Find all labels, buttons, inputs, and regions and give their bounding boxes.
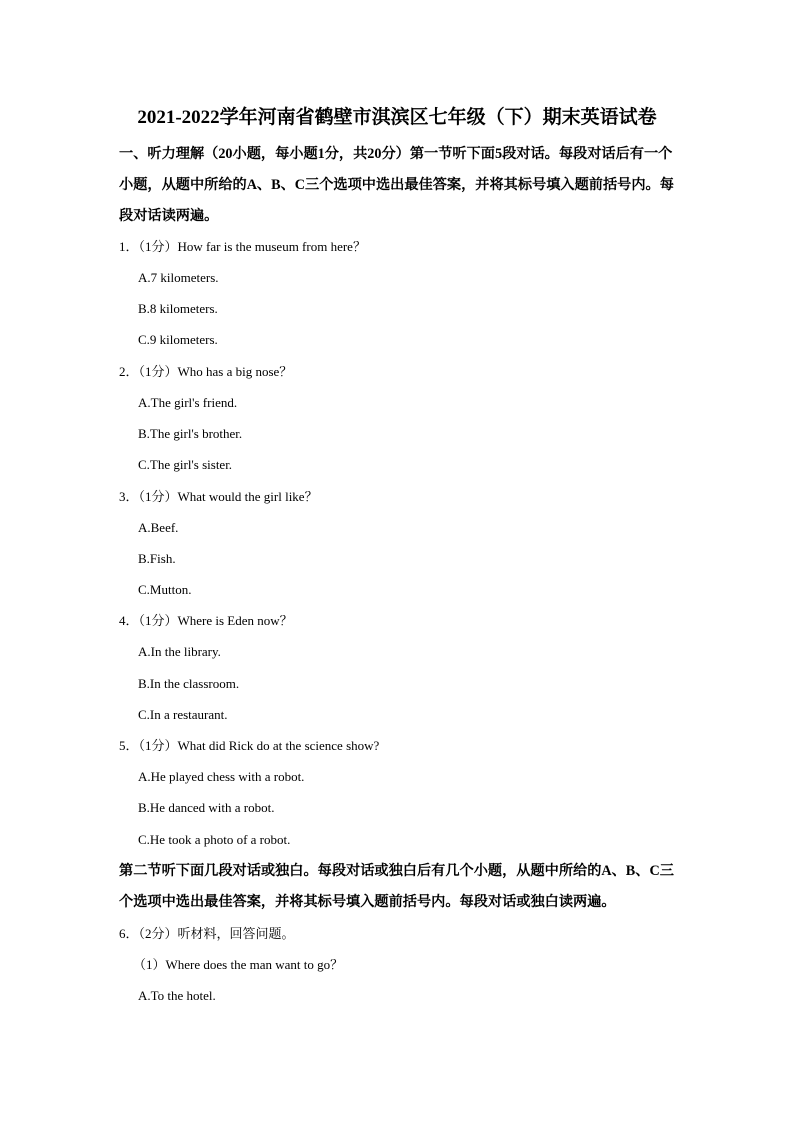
- question-1-option-c: C.9 kilometers.: [138, 332, 218, 347]
- question-3-stem: 3．（1分）What would the girl like？: [119, 489, 318, 504]
- question-2-option-b: B.The girl's brother.: [138, 426, 243, 441]
- question-4-stem: 4．（1分）Where is Eden now？: [119, 613, 293, 628]
- question-4-option-a: A.In the library.: [138, 644, 221, 659]
- question-1-option-b: B.8 kilometers.: [138, 301, 218, 316]
- question-2-option-a: A.The girl's friend.: [138, 395, 238, 410]
- question-1-option-a: A.7 kilometers.: [138, 270, 219, 285]
- section-one-instructions: 一、听力理解（20小题，每小题1分，共20分）第一节听下面5段对话。每段对话后有一个小题，从题中所给的A、B、C三个选项中选出最佳答案，并将其标号填入题前括号内。每段对话读两遍。: [119, 146, 674, 224]
- question-4-option-c: C.In a restaurant.: [138, 707, 228, 722]
- question-2-option-c: C.The girl's sister.: [138, 457, 233, 472]
- question-5-option-a: A.He played chess with a robot.: [138, 769, 305, 784]
- question-5-stem: 5．（1分）What did Rick do at the science show?: [119, 738, 380, 753]
- question-3-option-a: A.Beef.: [138, 520, 179, 535]
- question-2-stem: 2．（1分）Who has a big nose？: [119, 364, 293, 379]
- question-6-sub-1: （1）Where does the man want to go？: [133, 957, 344, 972]
- exam-title: 2021-2022学年河南省鹤壁市淇滨区七年级（下）期末英语试卷: [137, 107, 657, 128]
- question-5-option-c: C.He took a photo of a robot.: [138, 832, 291, 847]
- question-3-option-b: B.Fish.: [138, 551, 176, 566]
- question-1-stem: 1．（1分）How far is the museum from here？: [119, 239, 366, 254]
- question-3-option-c: C.Mutton.: [138, 582, 192, 597]
- section-two-instructions: 第二节听下面几段对话或独白。每段对话或独白后有几个小题，从题中所给的A、B、C三个选项中选出最佳答案，并将其标号填入题前括号内。每段对话或独白读两遍。: [119, 863, 674, 910]
- question-5-option-b: B.He danced with a robot.: [138, 800, 275, 815]
- question-6-sub-1-option-a: A.To the hotel.: [138, 988, 216, 1003]
- question-6-stem: 6．（2分）听材料，回答问题。: [119, 926, 295, 941]
- question-4-option-b: B.In the classroom.: [138, 676, 240, 691]
